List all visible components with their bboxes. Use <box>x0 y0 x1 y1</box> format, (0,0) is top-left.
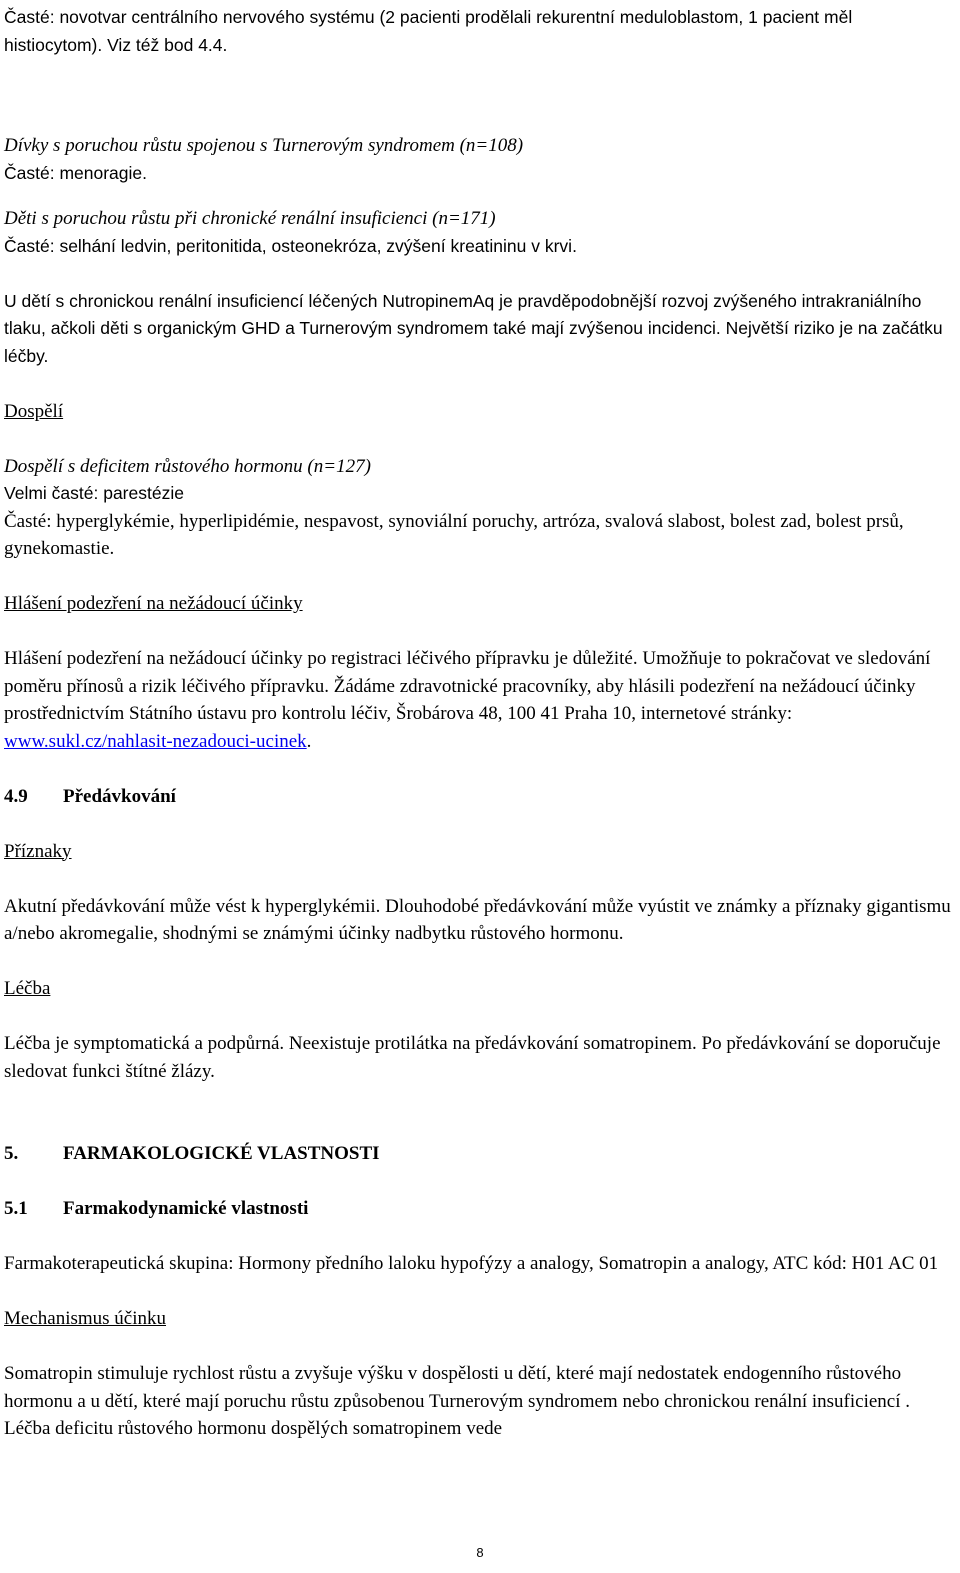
document-page <box>4 4 952 1443</box>
mechanism-text: Somatropin stimuluje rychlost růstu a zvyšuje výšku v dospělosti u dětí, které mají nedostatek endogenního růstového hormonu a u dětí, které mají poruchu růstu způsobenou Turnerovým syndromem nebo chronickou renální insuficiencí . Léčba deficitu růstového hormonu dospělých somatropinem vede <box>4 1363 911 1439</box>
adults-subheading: Dospělí s deficitem růstového hormonu (n=127) <box>4 455 371 477</box>
renal-heading: Děti s poruchou růstu při chronické renální insuficienci (n=171) <box>4 208 496 229</box>
section-4-9-heading <box>4 783 952 811</box>
section-5-heading <box>4 1140 952 1168</box>
section-4-9-number: 4.9 <box>4 785 28 807</box>
sukl-report-link[interactable]: www.sukl.cz/nahlasit-nezadouci-ucinek <box>4 730 307 752</box>
treatment-text: Léčba je symptomatická a podpůrná. Neexistuje protilátka na předávkování somatropinem. Po předávkování se doporučuje sledovat funkci štítné žlázy. <box>4 1033 941 1082</box>
treatment-heading: Léčba <box>4 978 51 999</box>
turner-heading: Dívky s poruchou růstu spojenou s Turnerovým syndromem (n=108) <box>4 135 524 156</box>
section-5-1-number: 5.1 <box>4 1198 28 1219</box>
cns-neoplasm-paragraph: Časté: novotvar centrálního nervového systému (2 pacienti prodělali rekurentní meduloblastom, 1 pacient měl histiocytom). Viz též bod 4.4. <box>4 7 853 55</box>
section-5-1-heading <box>4 1195 952 1223</box>
section-4-9-title: Předávkování <box>63 785 176 807</box>
section-5-1-title: Farmakodynamické vlastnosti <box>63 1198 309 1219</box>
adults-heading: Dospělí <box>4 400 64 422</box>
adults-common: Časté: hyperglykémie, hyperlipidémie, nespavost, synoviální poruchy, artróza, svalová slabost, bolest zad, bolest prsů, gynekomastie. <box>4 510 904 559</box>
adults-very-common: Velmi časté: parestézie <box>4 483 184 503</box>
pharmacotherapeutic-group: Farmakoterapeutická skupina: Hormony předního laloku hypofýzy a analogy, Somatropin a analogy, ATC kód: H01 AC 01 <box>4 1253 939 1274</box>
section-5-title: FARMAKOLOGICKÉ VLASTNOSTI <box>63 1143 380 1164</box>
report-end: . <box>306 730 312 752</box>
section-5-number: 5. <box>4 1143 19 1164</box>
renal-paragraph: U dětí s chronickou renální insuficiencí léčených NutropinemAq je pravděpodobnější rozvoj zvýšeného intrakraniálního tlaku, ačkoli děti s organickým GHD a Turnerovým syndromem také mají zvýšenou incidenci. Největší riziko je na začátku léčby. <box>4 290 943 366</box>
turner-text: Časté: menoragie. <box>4 162 147 183</box>
mechanism-heading: Mechanismus účinku <box>4 1308 167 1329</box>
report-paragraph <box>4 645 952 755</box>
report-text: Hlášení podezření na nežádoucí účinky po registraci léčivého přípravku je důležité. Umožňuje to pokračovat ve sledování poměru přínosů a rizik léčivého přípravku. Žádáme zdravotnické pracovníky, aby hlásili podezření na nežádoucí účinky prostřednictvím Státního ústavu pro kontrolu léčiv, Šrobárova 48, 100 41 Praha 10, internetové stránky: <box>4 648 931 724</box>
symptoms-heading: Příznaky <box>4 840 72 862</box>
page-number: 8 <box>476 1545 484 1560</box>
symptoms-text: Akutní předávkování může vést k hyperglykémii. Dlouhodobé předávkování může vyústit ve známky a příznaky gigantismu a/nebo akromegalie, shodnými se známými účinky nadbytku růstového hormonu. <box>4 895 951 944</box>
report-heading: Hlášení podezření na nežádoucí účinky <box>4 593 303 614</box>
renal-text: Časté: selhání ledvin, peritonitida, osteonekróza, zvýšení kreatininu v krvi. <box>4 235 577 256</box>
